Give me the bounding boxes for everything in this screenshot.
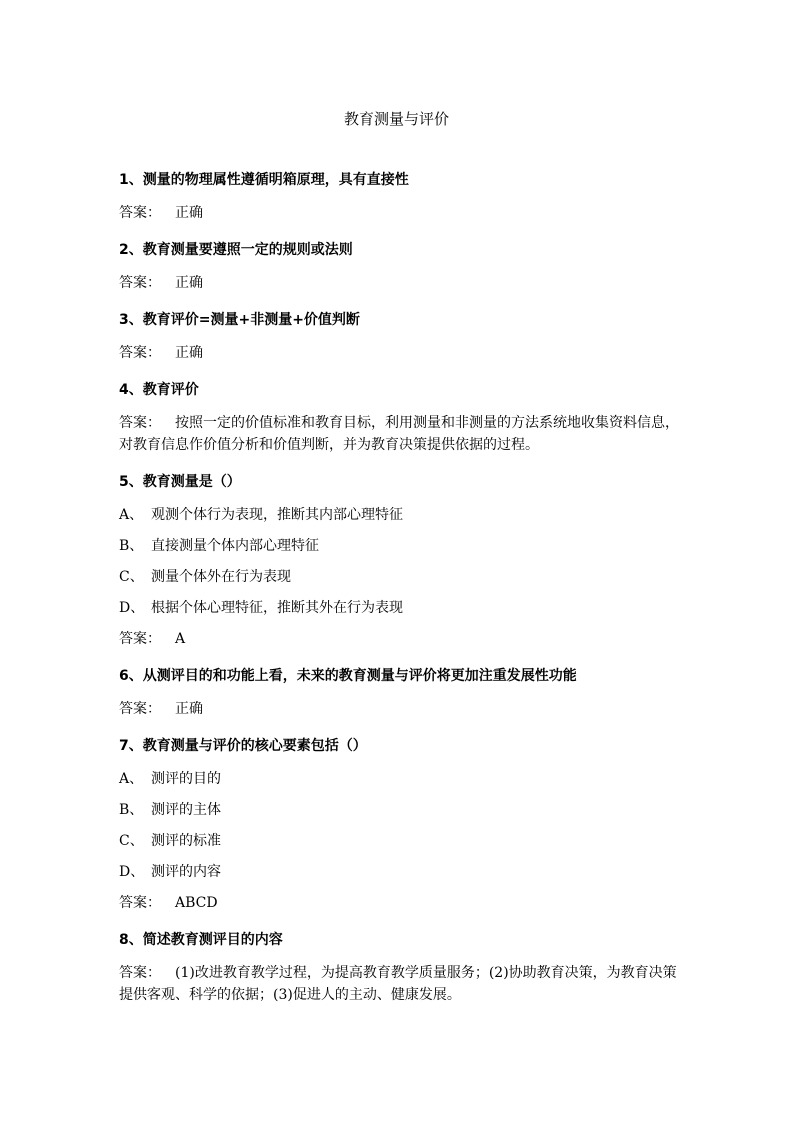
option-key: C、 — [119, 569, 144, 585]
answer-line — [119, 342, 679, 364]
option-text: 测评的内容 — [151, 864, 221, 880]
option-d — [119, 597, 679, 619]
answer-label: 答案： — [119, 965, 161, 981]
option-text: 直接测量个体内部心理特征 — [151, 538, 319, 554]
question-title: 6、从测评目的和功能上看，未来的教育测量与评价将更加注重发展性功能 — [119, 668, 577, 684]
question-title: 1、测量的物理属性遵循明箱原理，具有直接性 — [119, 172, 409, 188]
question-title: 4、教育评价 — [119, 382, 199, 398]
answer-line — [119, 412, 679, 456]
answer-text: 正确 — [175, 275, 203, 291]
option-key: B、 — [119, 802, 144, 818]
answer-text: (1)改进教育教学过程，为提高教育教学质量服务；(2)协助教育决策，为教育决策提供客观、科学的依据；(3)促进人的主动、健康发展。 — [119, 965, 677, 1003]
answer-label: 答案： — [119, 415, 161, 431]
option-text: 测评的目的 — [151, 771, 221, 787]
question-title: 3、教育评价=测量+非测量+价值判断 — [119, 312, 360, 328]
option-key: D、 — [119, 600, 145, 616]
document-title: 教育测量与评价 — [343, 110, 449, 128]
option-a — [119, 504, 679, 526]
option-key: C、 — [119, 833, 144, 849]
answer-label: 答案： — [119, 701, 161, 717]
option-b — [119, 535, 679, 557]
option-text: 根据个体心理特征，推断其外在行为表现 — [151, 600, 403, 616]
answer-line — [119, 962, 679, 1006]
answer-text: 正确 — [175, 701, 203, 717]
option-c — [119, 830, 679, 852]
option-a — [119, 768, 679, 790]
answer-text: ABCD — [175, 895, 218, 911]
option-text: 测评的主体 — [151, 802, 221, 818]
answer-label: 答案： — [119, 205, 161, 221]
question-title: 8、简述教育测评目的内容 — [119, 932, 283, 948]
answer-label: 答案： — [119, 345, 161, 361]
answer-line — [119, 698, 679, 720]
answer-text: A — [175, 631, 186, 647]
answer-label: 答案： — [119, 895, 161, 911]
answer-label: 答案： — [119, 631, 161, 647]
answer-line — [119, 892, 679, 914]
option-d — [119, 861, 679, 883]
question-title: 7、教育测量与评价的核心要素包括（） — [119, 738, 367, 754]
option-text: 测评的标准 — [151, 833, 221, 849]
option-c — [119, 566, 679, 588]
option-text: 观测个体行为表现，推断其内部心理特征 — [151, 507, 403, 523]
question-title: 2、教育测量要遵照一定的规则或法则 — [119, 242, 353, 258]
answer-text: 正确 — [175, 205, 203, 221]
answer-text: 按照一定的价值标准和教育目标，利用测量和非测量的方法系统地收集资料信息，对教育信息作价值分析和价值判断，并为教育决策提供依据的过程。 — [119, 415, 679, 453]
answer-line — [119, 202, 679, 224]
answer-line — [119, 272, 679, 294]
question-list — [119, 170, 679, 1017]
answer-line — [119, 628, 679, 650]
option-text: 测量个体外在行为表现 — [151, 569, 291, 585]
answer-text: 正确 — [175, 345, 203, 361]
option-key: D、 — [119, 864, 145, 880]
option-key: A、 — [119, 507, 144, 523]
option-b — [119, 799, 679, 821]
answer-label: 答案： — [119, 275, 161, 291]
question-title: 5、教育测量是（） — [119, 474, 241, 490]
option-key: B、 — [119, 538, 144, 554]
option-key: A、 — [119, 771, 144, 787]
